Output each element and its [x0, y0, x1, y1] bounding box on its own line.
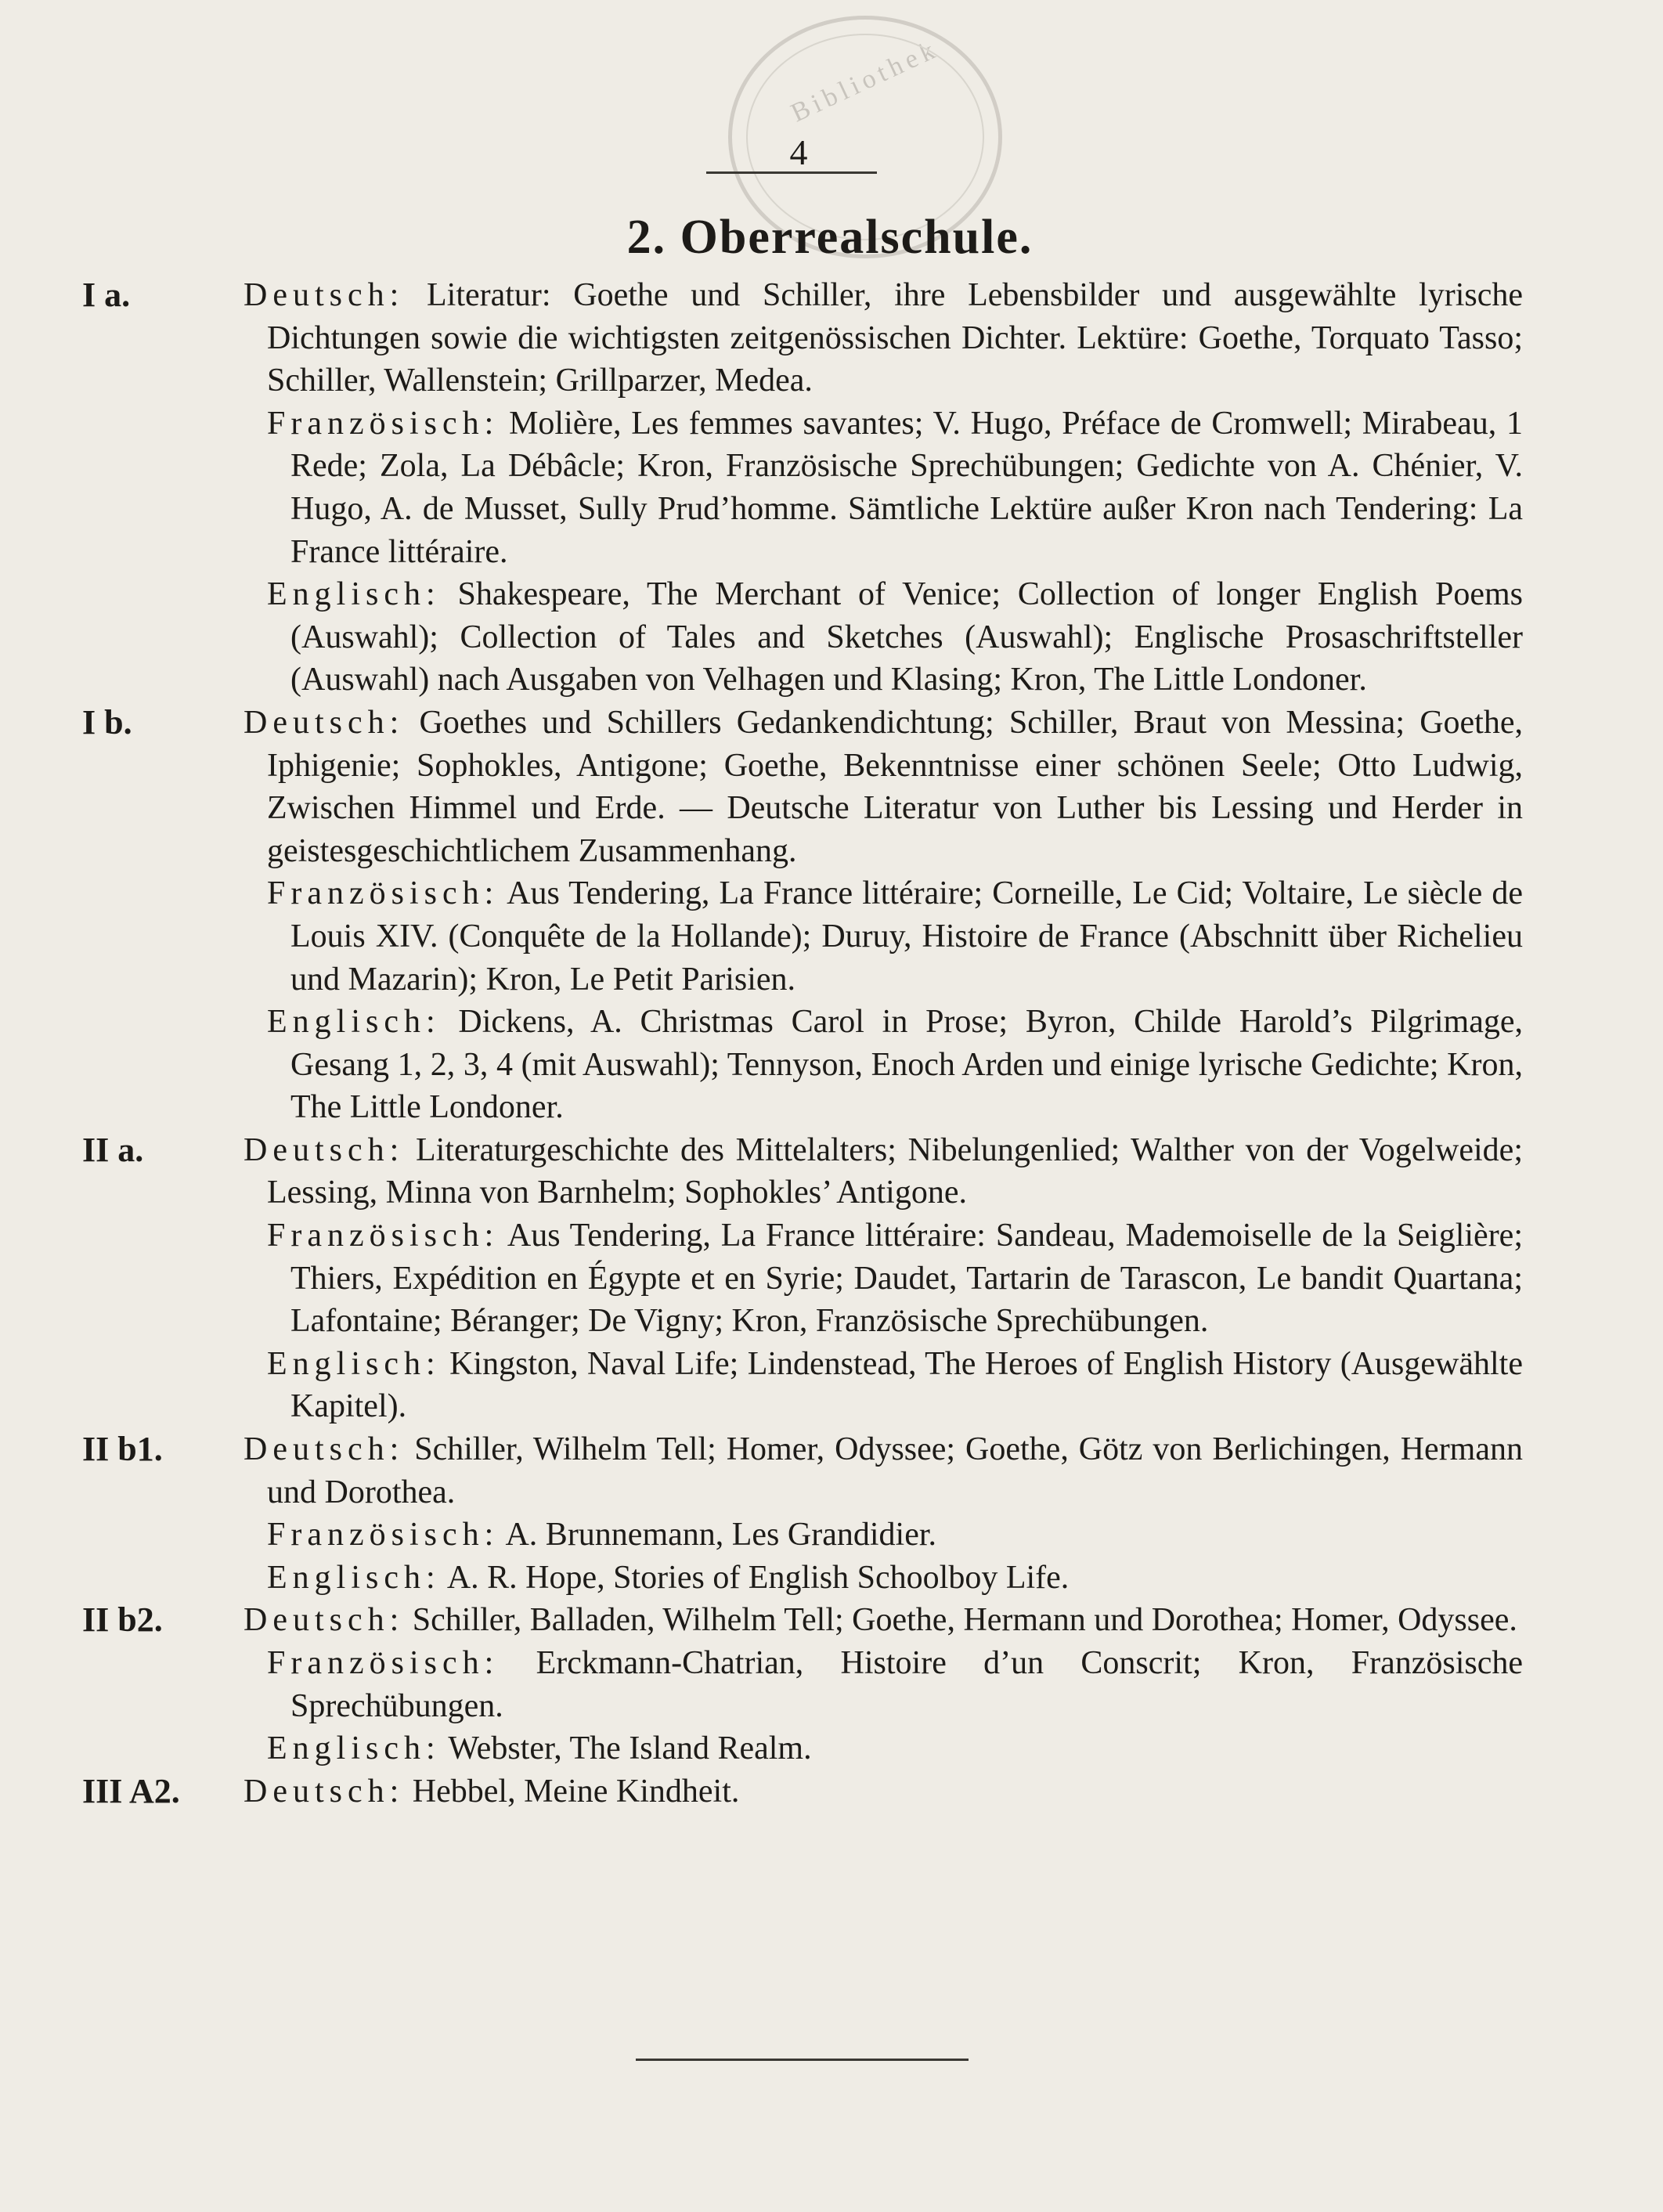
grade-label: I a. — [82, 276, 131, 314]
reading-list: A. Brunnemann, Les Grandidier. — [499, 1517, 937, 1553]
subject-entry — [243, 1599, 1523, 1642]
reading-list: Aus Tendering, La France littéraire: Sandeau, Mademoiselle de la Seiglière; Thiers, Expédition en Égypte et en Syrie; Daudet, Tartarin de Tarascon, Le bandit Quartana; Lafontaine; Béranger; De Vigny; Kron, Französische Sprechübungen. — [290, 1218, 1523, 1340]
subject-name: Französisch: — [267, 1517, 500, 1553]
curriculum-list — [82, 274, 1523, 1813]
subject-entry — [267, 1514, 1523, 1557]
stamp-text: Bibliothek — [786, 34, 943, 128]
reading-list: A. R. Hope, Stories of English Schoolboy Life. — [440, 1559, 1070, 1596]
reading-list: Dickens, A. Christmas Carol in Prose; Byron, Childe Harold’s Pilgrimage, Gesang 1, 2, 3, 4 (mit Auswahl); Tennyson, Enoch Arden und einige lyrische Gedichte; Kron, The Little Londoner. — [290, 1004, 1523, 1126]
subject-name: Englisch: — [267, 1004, 441, 1041]
reading-list: Erckmann-Chatrian, Histoire d’un Conscrit; Kron, Französische Sprechübungen. — [290, 1645, 1523, 1724]
reading-list: Literatur: Goethe und Schiller, ihre Lebensbilder und ausgewählte lyrische Dichtungen sowie die wichtigsten zeitgenössischen Dichter. Lektüre: Goethe, Torquato Tasso; Schiller, Wallenstein; Grillparzer, Medea. — [267, 277, 1523, 399]
reading-list: Schiller, Balladen, Wilhelm Tell; Goethe, Hermann und Dorothea; Homer, Odyssee. — [404, 1602, 1517, 1639]
grade-label: II a. — [82, 1130, 144, 1169]
reading-list: Shakespeare, The Merchant of Venice; Collection of longer English Poems (Auswahl); Collection of Tales and Sketches (Auswahl); Englische Prosaschriftsteller (Auswahl) nach Ausgaben von Velhagen und Klasing; Kron, The Little Londoner. — [290, 576, 1523, 698]
reading-list: Webster, The Island Realm. — [440, 1730, 812, 1767]
subject-entry — [243, 274, 1523, 402]
subject-name: Französisch: — [267, 405, 500, 442]
subject-entry — [243, 1428, 1523, 1514]
subject-entry — [267, 1343, 1523, 1428]
reading-list: Aus Tendering, La France littéraire; Corneille, Le Cid; Voltaire, Le siècle de Louis XIV. (Conquête de la Hollande); Duruy, Histoire de France (Abschnitt über Richelieu und Mazarin); Kron, Le Petit Parisien. — [290, 875, 1523, 998]
reading-list: Hebbel, Meine Kindheit. — [404, 1773, 740, 1810]
grade-iib2 — [82, 1599, 1523, 1770]
subject-name: Englisch: — [267, 1559, 441, 1596]
subject-entry — [243, 1129, 1523, 1214]
subject-entry — [267, 402, 1523, 573]
reading-list: Schiller, Wilhelm Tell; Homer, Odyssee; Goethe, Götz von Berlichingen, Hermann und Dorothea. — [267, 1431, 1523, 1510]
grade-label: I b. — [82, 702, 132, 742]
subject-entry — [267, 872, 1523, 1001]
subject-name: Französisch: — [267, 1218, 500, 1254]
subject-name: Deutsch: — [243, 1602, 405, 1639]
subject-name: Französisch: — [267, 875, 500, 912]
reading-list: Molière, Les femmes savantes; V. Hugo, Préface de Cromwell; Mirabeau, 1 Rede; Zola, La Débâcle; Kron, Französische Sprechübungen; Gedichte von A. Chénier, V. Hugo, A. de Musset, Sully Prud’homme. Sämtliche Lektüre außer Kron nach Tendering: La France littéraire. — [290, 405, 1523, 570]
subject-name: Englisch: — [267, 1730, 441, 1767]
reading-list: Goethes und Schillers Gedankendichtung; Schiller, Braut von Messina; Goethe, Iphigenie; Sophokles, Antigone; Goethe, Bekenntnisse einer schönen Seele; Otto Ludwig, Zwischen Himmel und Erde. — Deutsche Literatur von Luther bis Lessing und Herder in geistesgeschichtlichem Zusammenhang. — [267, 704, 1523, 869]
divider-top — [706, 171, 877, 174]
subject-entry — [267, 1557, 1523, 1600]
grade-iia — [82, 1129, 1523, 1428]
subject-name: Deutsch: — [243, 277, 405, 313]
subject-name: Deutsch: — [243, 1131, 405, 1168]
subject-entry — [267, 1727, 1523, 1770]
reading-list: Literaturgeschichte des Mittelalters; Nibelungenlied; Walther von der Vogelweide; Lessing, Minna von Barnhelm; Sophokles’ Antigone. — [267, 1131, 1523, 1211]
grade-ia — [82, 274, 1523, 702]
grade-iiia2 — [82, 1770, 1523, 1813]
grade-label: II b1. — [82, 1430, 163, 1469]
subject-name: Deutsch: — [243, 704, 405, 741]
subject-name: Englisch: — [267, 576, 441, 613]
subject-name: Deutsch: — [243, 1773, 405, 1810]
grade-iib1 — [82, 1428, 1523, 1599]
section-heading: 2. Oberrealschule. — [626, 211, 1034, 264]
divider-bottom — [636, 2059, 969, 2061]
subject-entry — [243, 702, 1523, 872]
reading-list: Kingston, Naval Life; Lindenstead, The Heroes of English History (Ausgewählte Kapitel). — [290, 1345, 1523, 1425]
subject-entry — [243, 1770, 1523, 1813]
subject-name: Deutsch: — [243, 1431, 405, 1468]
page-number: 4 — [789, 132, 808, 172]
grade-label: II b2. — [82, 1600, 163, 1640]
subject-entry — [267, 1001, 1523, 1129]
subject-entry — [267, 1214, 1523, 1343]
grade-label: III A2. — [82, 1771, 180, 1810]
grade-ib — [82, 702, 1523, 1129]
subject-name: Englisch: — [267, 1345, 441, 1382]
subject-entry — [267, 573, 1523, 702]
subject-name: Französisch: — [267, 1645, 500, 1681]
subject-entry — [267, 1642, 1523, 1727]
